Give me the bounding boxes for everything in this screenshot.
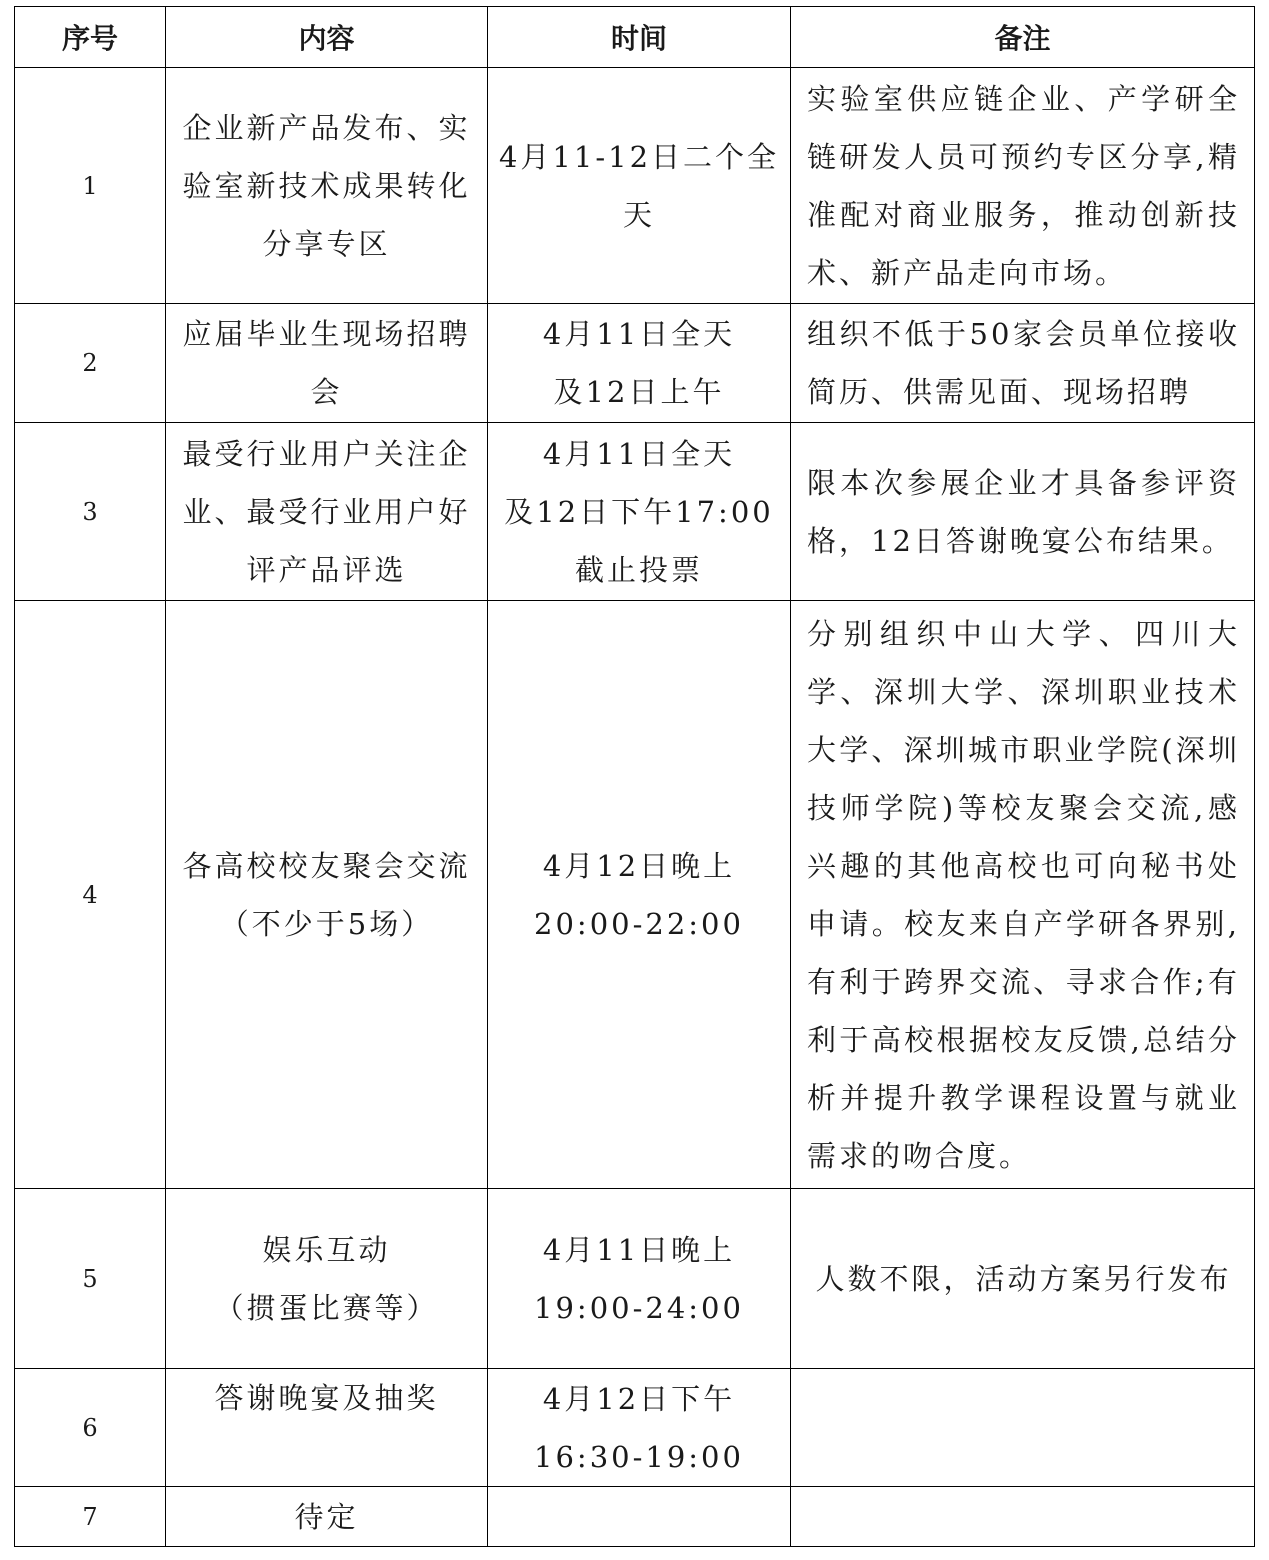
table-row	[15, 1369, 1255, 1487]
table-row	[15, 1487, 1255, 1547]
row-time-line: 截止投票	[574, 552, 703, 587]
row-seq: 6	[15, 1369, 166, 1487]
header-seq: 序号	[15, 7, 166, 68]
row-time-line: 4月12日晚上	[542, 848, 736, 883]
row-seq: 7	[15, 1487, 166, 1547]
header-time: 时间	[488, 7, 791, 68]
header-content: 内容	[166, 7, 488, 68]
row-note: 限本次参展企业才具备参评资格，12日答谢晚宴公布结果。	[807, 465, 1240, 558]
row-time-line: 4月11日晚上	[542, 1232, 736, 1267]
row-content-line: （不少于5场）	[219, 906, 434, 941]
schedule-table	[14, 6, 1255, 1547]
row-time-line: 及12日上午	[553, 375, 725, 409]
row-time-line: 19:00-24:00	[534, 1290, 744, 1325]
row-content: 答谢晚宴及抽奖	[214, 1381, 439, 1415]
row-content: 应届毕业生现场招聘会	[182, 317, 471, 409]
row-seq: 3	[15, 423, 166, 601]
row-time-line: 4月11日全天	[542, 317, 736, 351]
row-seq: 5	[15, 1189, 166, 1369]
row-seq: 2	[15, 304, 166, 423]
table-row	[15, 601, 1255, 1189]
row-time-line: 4月11日全天	[542, 436, 736, 471]
row-note: 组织不低于50家会员单位接收简历、供需见面、现场招聘	[807, 317, 1240, 409]
table-row	[15, 304, 1255, 423]
table-row	[15, 1189, 1255, 1369]
row-content-line: （掼蛋比赛等）	[214, 1290, 439, 1325]
header-row	[15, 7, 1255, 68]
row-note: 分别组织中山大学、四川大学、深圳大学、深圳职业技术大学、深圳城市职业学院(深圳技师学院)等校友聚会交流,感兴趣的其他高校也可向秘书处申请。校友来自产学研各界别,有利于跨界交流、寻求合作;有利于高校根据校友反馈,总结分析并提升教学课程设置与就业需求的吻合度。	[807, 616, 1240, 1173]
row-time-line: 4月12日下午	[542, 1381, 736, 1416]
table-row	[15, 68, 1255, 304]
row-note: 实验室供应链企业、产学研全链研发人员可预约专区分享,精准配对商业服务，推动创新技术、新产品走向市场。	[807, 81, 1240, 290]
row-content: 最受行业用户关注企业、最受行业用户好评产品评选	[182, 436, 471, 587]
row-time-line: 及12日下午17:00	[504, 494, 774, 529]
row-content: 待定	[294, 1499, 359, 1534]
row-seq: 1	[15, 68, 166, 304]
row-time-line: 16:30-19:00	[534, 1439, 744, 1474]
row-time: 4月11-12日二个全天	[498, 139, 780, 232]
row-content-line: 娱乐互动	[262, 1232, 391, 1267]
table-row	[15, 423, 1255, 601]
row-seq: 4	[15, 601, 166, 1189]
row-content: 企业新产品发布、实验室新技术成果转化分享专区	[182, 110, 471, 261]
header-note: 备注	[791, 7, 1255, 68]
row-note: 人数不限，活动方案另行发布	[815, 1261, 1232, 1296]
row-content-line: 各高校校友聚会交流	[182, 848, 471, 883]
row-time-line: 20:00-22:00	[534, 906, 744, 941]
